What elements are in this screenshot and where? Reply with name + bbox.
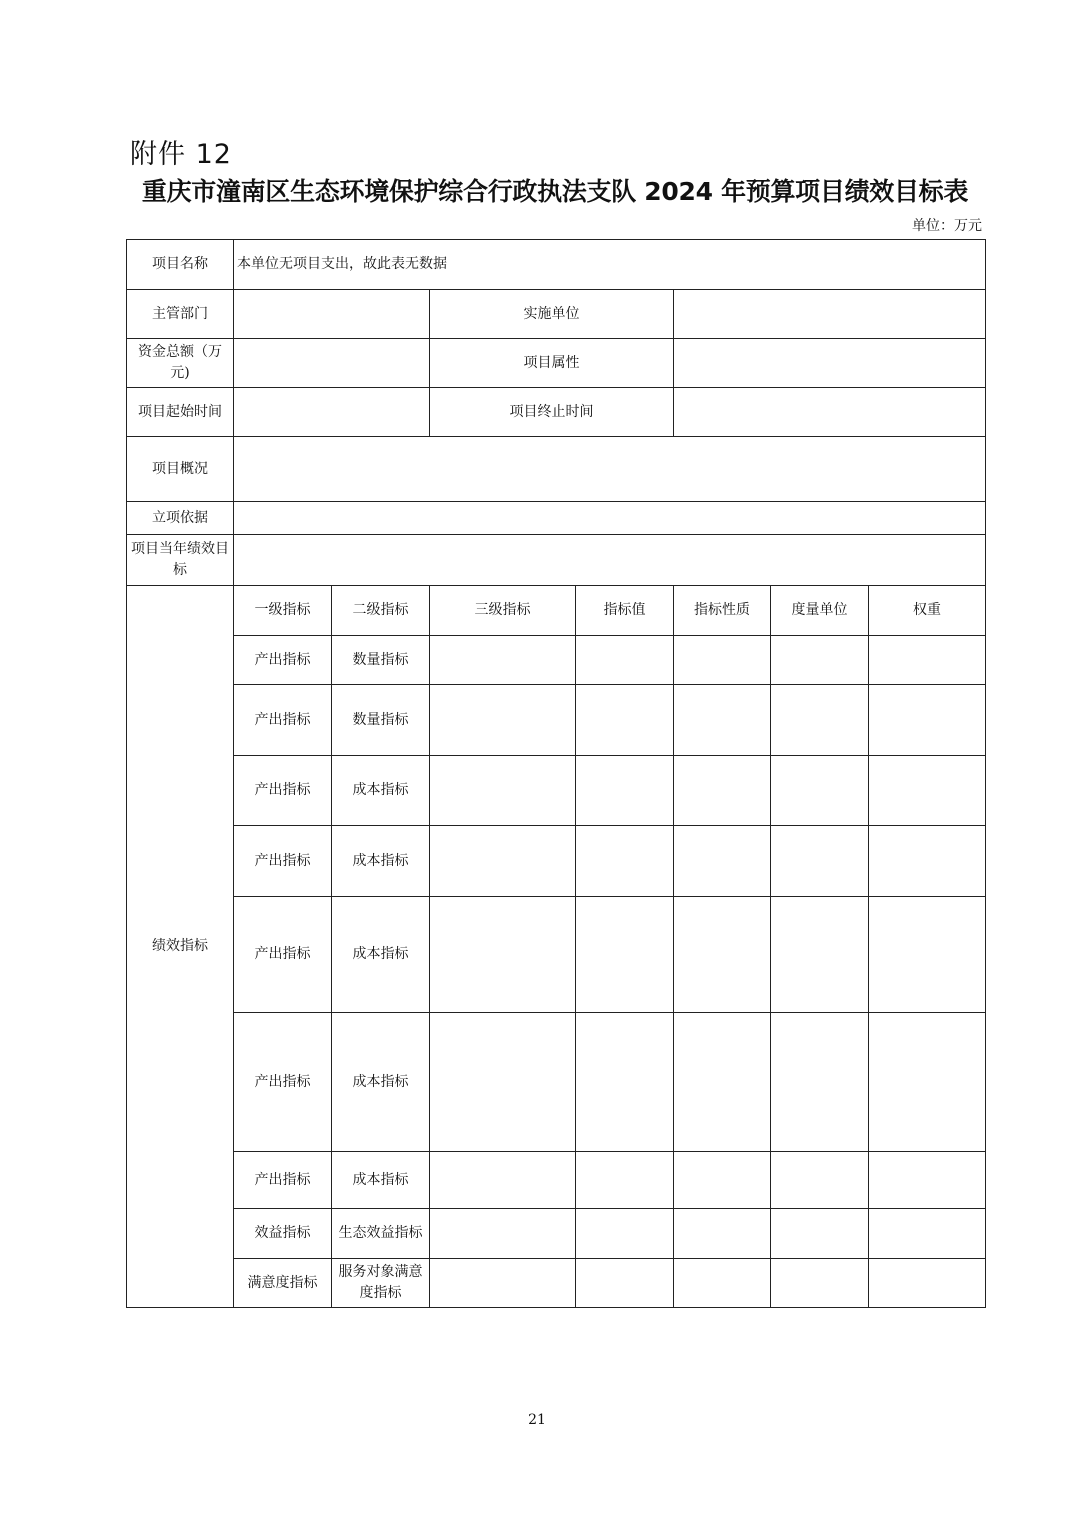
header-level1: 一级指标	[234, 586, 332, 636]
nature-cell	[674, 756, 771, 826]
level1-cell: 产出指标	[234, 897, 332, 1013]
nature-cell	[674, 1209, 771, 1259]
unit-cell	[771, 685, 869, 756]
start-time-value	[234, 388, 430, 437]
level3-cell	[430, 1209, 576, 1259]
row-annual-target	[127, 535, 986, 586]
dept-label: 主管部门	[127, 290, 234, 339]
table-row	[127, 1152, 986, 1209]
level1-cell: 产出指标	[234, 636, 332, 685]
impl-unit-value	[674, 290, 986, 339]
weight-cell	[869, 1209, 986, 1259]
row-funds	[127, 339, 986, 388]
value-cell	[576, 1152, 674, 1209]
nature-cell	[674, 1259, 771, 1308]
level3-cell	[430, 897, 576, 1013]
weight-cell	[869, 826, 986, 897]
header-level2: 二级指标	[332, 586, 430, 636]
table-row	[127, 685, 986, 756]
total-funds-label: 资金总额（万元)	[127, 339, 234, 388]
table-row	[127, 826, 986, 897]
unit-cell	[771, 1259, 869, 1308]
overview-value	[234, 437, 986, 502]
level3-cell	[430, 1152, 576, 1209]
impl-unit-label: 实施单位	[430, 290, 674, 339]
end-time-label: 项目终止时间	[430, 388, 674, 437]
weight-cell	[869, 636, 986, 685]
dept-value	[234, 290, 430, 339]
level2-cell: 生态效益指标	[332, 1209, 430, 1259]
level1-cell: 产出指标	[234, 756, 332, 826]
value-cell	[576, 1209, 674, 1259]
nature-cell	[674, 636, 771, 685]
unit-cell	[771, 756, 869, 826]
level2-cell: 数量指标	[332, 636, 430, 685]
project-name-label: 项目名称	[127, 240, 234, 290]
row-dept	[127, 290, 986, 339]
level1-cell: 产出指标	[234, 685, 332, 756]
annual-target-label: 项目当年绩效目标	[127, 535, 234, 586]
value-cell	[576, 1259, 674, 1308]
project-attr-value	[674, 339, 986, 388]
unit-cell	[771, 1209, 869, 1259]
page-number: 21	[528, 1412, 546, 1428]
basis-value	[234, 502, 986, 535]
perf-indicator-label: 绩效指标	[127, 586, 234, 1308]
level3-cell	[430, 756, 576, 826]
level1-cell: 满意度指标	[234, 1259, 332, 1308]
unit-cell	[771, 826, 869, 897]
row-project-name	[127, 240, 986, 290]
value-cell	[576, 1013, 674, 1152]
table-row	[127, 1013, 986, 1152]
level3-cell	[430, 1259, 576, 1308]
level2-cell: 成本指标	[332, 756, 430, 826]
table-row	[127, 636, 986, 685]
level1-cell: 效益指标	[234, 1209, 332, 1259]
header-nature: 指标性质	[674, 586, 771, 636]
weight-cell	[869, 685, 986, 756]
value-cell	[576, 826, 674, 897]
unit-cell	[771, 1152, 869, 1209]
level2-cell: 服务对象满意度指标	[332, 1259, 430, 1308]
row-time	[127, 388, 986, 437]
row-basis	[127, 502, 986, 535]
unit-cell	[771, 636, 869, 685]
document-title: 重庆市潼南区生态环境保护综合行政执法支队 2024 年预算项目绩效目标表	[141, 177, 969, 206]
attachment-label: 附件 12	[130, 139, 232, 170]
nature-cell	[674, 1013, 771, 1152]
level2-cell: 成本指标	[332, 1152, 430, 1209]
unit-cell	[771, 1013, 869, 1152]
value-cell	[576, 756, 674, 826]
level1-cell: 产出指标	[234, 826, 332, 897]
annual-target-value	[234, 535, 986, 586]
table-row	[127, 1259, 986, 1308]
header-unit: 度量单位	[771, 586, 869, 636]
nature-cell	[674, 897, 771, 1013]
nature-cell	[674, 826, 771, 897]
nature-cell	[674, 1152, 771, 1209]
weight-cell	[869, 897, 986, 1013]
nature-cell	[674, 685, 771, 756]
level2-cell: 成本指标	[332, 826, 430, 897]
header-value: 指标值	[576, 586, 674, 636]
performance-target-table	[126, 239, 986, 1308]
table-row	[127, 756, 986, 826]
end-time-value	[674, 388, 986, 437]
weight-cell	[869, 1259, 986, 1308]
overview-label: 项目概况	[127, 437, 234, 502]
level3-cell	[430, 685, 576, 756]
basis-label: 立项依据	[127, 502, 234, 535]
table-row	[127, 897, 986, 1013]
value-cell	[576, 636, 674, 685]
project-name-value: 本单位无项目支出，故此表无数据	[234, 240, 986, 290]
start-time-label: 项目起始时间	[127, 388, 234, 437]
header-level3: 三级指标	[430, 586, 576, 636]
project-attr-label: 项目属性	[430, 339, 674, 388]
level2-cell: 成本指标	[332, 1013, 430, 1152]
value-cell	[576, 685, 674, 756]
unit-cell	[771, 897, 869, 1013]
level3-cell	[430, 826, 576, 897]
level2-cell: 成本指标	[332, 897, 430, 1013]
level3-cell	[430, 1013, 576, 1152]
perf-header-row	[127, 586, 986, 636]
weight-cell	[869, 1152, 986, 1209]
weight-cell	[869, 756, 986, 826]
level2-cell: 数量指标	[332, 685, 430, 756]
table-row	[127, 1209, 986, 1259]
value-cell	[576, 897, 674, 1013]
level3-cell	[430, 636, 576, 685]
level1-cell: 产出指标	[234, 1152, 332, 1209]
header-weight: 权重	[869, 586, 986, 636]
unit-note: 单位：万元	[912, 218, 982, 234]
row-overview	[127, 437, 986, 502]
weight-cell	[869, 1013, 986, 1152]
total-funds-value	[234, 339, 430, 388]
level1-cell: 产出指标	[234, 1013, 332, 1152]
